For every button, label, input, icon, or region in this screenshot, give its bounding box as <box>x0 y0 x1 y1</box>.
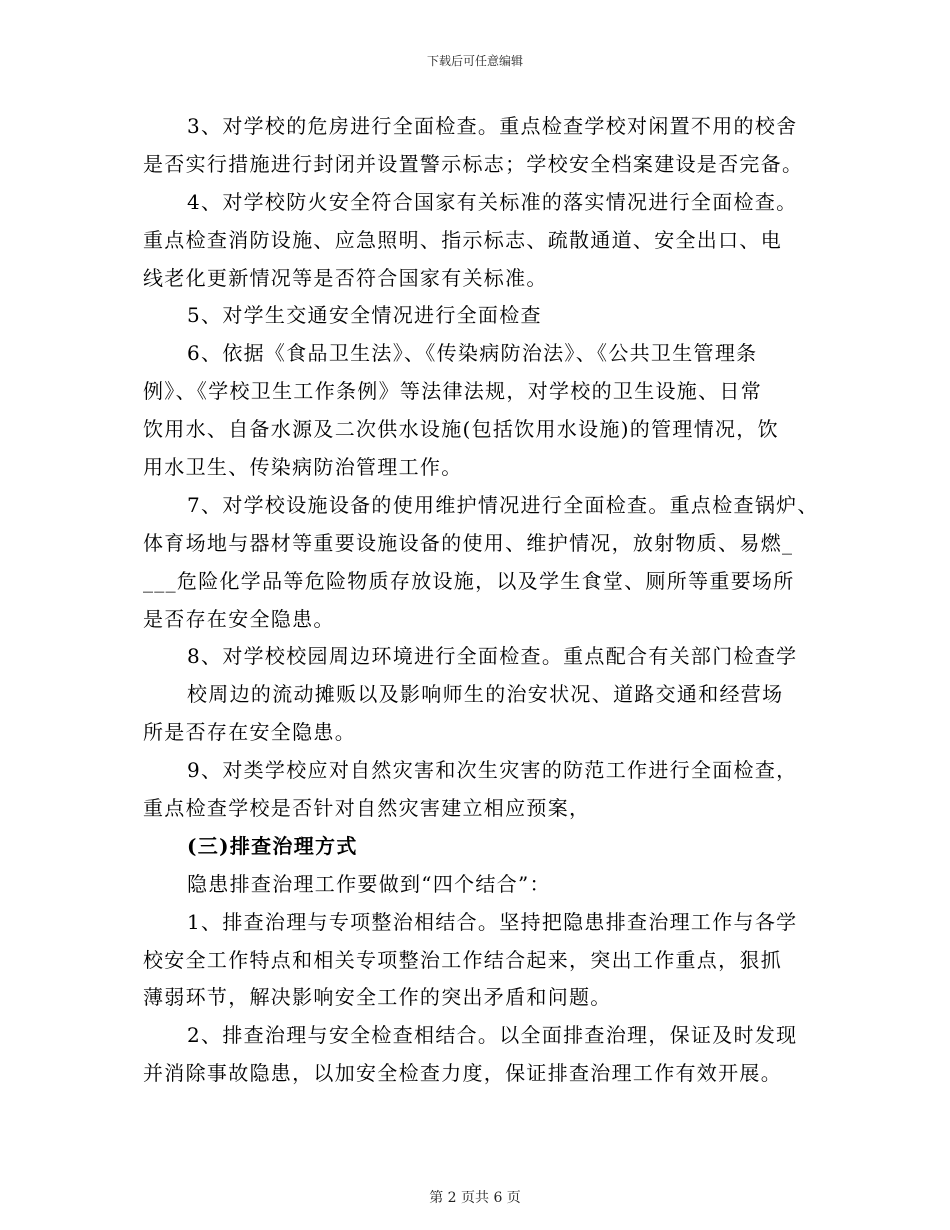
paragraph-line: 体育场地与器材等重要设施设备的使用、维护情况，放射物质、易燃_ <box>143 530 794 555</box>
paragraph-line: 薄弱环节，解决影响安全工作的突出矛盾和问题。 <box>143 985 612 1010</box>
paragraph-line: 重点检查学校是否针对自然灾害建立相应预案， <box>143 796 591 821</box>
page-footer: 第 2 页共 6 页 <box>429 1190 521 1206</box>
paragraph-line: 重点检查消防设施、应急照明、指示标志、疏散通道、安全出口、电 <box>143 227 782 252</box>
paragraph-line: 是否实行措施进行封闭并设置警示标志；学校安全档案建设是否完备。 <box>143 151 804 176</box>
page-header: 下载后可任意编辑 <box>426 54 523 68</box>
paragraph-line: 校周边的流动摊贩以及影响师生的治安状况、道路交通和经营场 <box>187 682 784 707</box>
paragraph-line: 5、对学生交通安全情况进行全面检查 <box>187 303 542 328</box>
paragraph-line: 4、对学校防火安全符合国家有关标准的落实情况进行全面检查。 <box>187 189 798 214</box>
paragraph-line: ___危险化学品等危险物质存放设施，以及学生食堂、厕所等重要场所 <box>143 568 795 593</box>
paragraph-line: 线老化更新情况等是否符合国家有关标准。 <box>143 265 548 290</box>
paragraph-line: 1、排查治理与专项整治相结合。坚持把隐患排查治理工作与各学 <box>187 909 798 934</box>
paragraph-line: 校安全工作特点和相关专项整治工作结合起来，突出工作重点，狠抓 <box>143 947 782 972</box>
paragraph-line: 9、对类学校应对自然灾害和次生灾害的防范工作进行全面检查， <box>187 758 798 783</box>
paragraph-line: 所是否存在安全隐患。 <box>143 720 356 745</box>
paragraph-line: 用水卫生、传染病防治管理工作。 <box>143 455 463 480</box>
paragraph-line: 隐患排查治理工作要做到“四个结合”： <box>187 871 551 896</box>
paragraph-line: 8、对学校校园周边环境进行全面检查。重点配合有关部门检查学 <box>187 644 798 669</box>
paragraph-line: 6、依据《食品卫生法》、《传染病防治法》、《公共卫生管理条 <box>187 341 758 366</box>
paragraph-line: 饮用水、自备水源及二次供水设施(包括饮用水设施)的管理情况，饮 <box>143 417 779 442</box>
section-heading: (三)排查治理方式 <box>187 833 358 858</box>
paragraph-line: 3、对学校的危房进行全面检查。重点检查学校对闲置不用的校舍 <box>187 114 798 138</box>
paragraph-line: 2、排查治理与安全检查相结合。以全面排查治理，保证及时发现 <box>187 1023 798 1048</box>
document-body <box>143 108 823 1093</box>
paragraph-line: 7、对学校设施设备的使用维护情况进行全面检查。重点检查锅炉、 <box>187 492 819 517</box>
paragraph-line: 并消除事故隐患，以加安全检查力度，保证排查治理工作有效开展。 <box>143 1061 782 1086</box>
paragraph-line: 例》、《学校卫生工作条例》等法律法规，对学校的卫生设施、日常 <box>143 379 762 404</box>
paragraph-line: 是否存在安全隐患。 <box>143 606 335 631</box>
